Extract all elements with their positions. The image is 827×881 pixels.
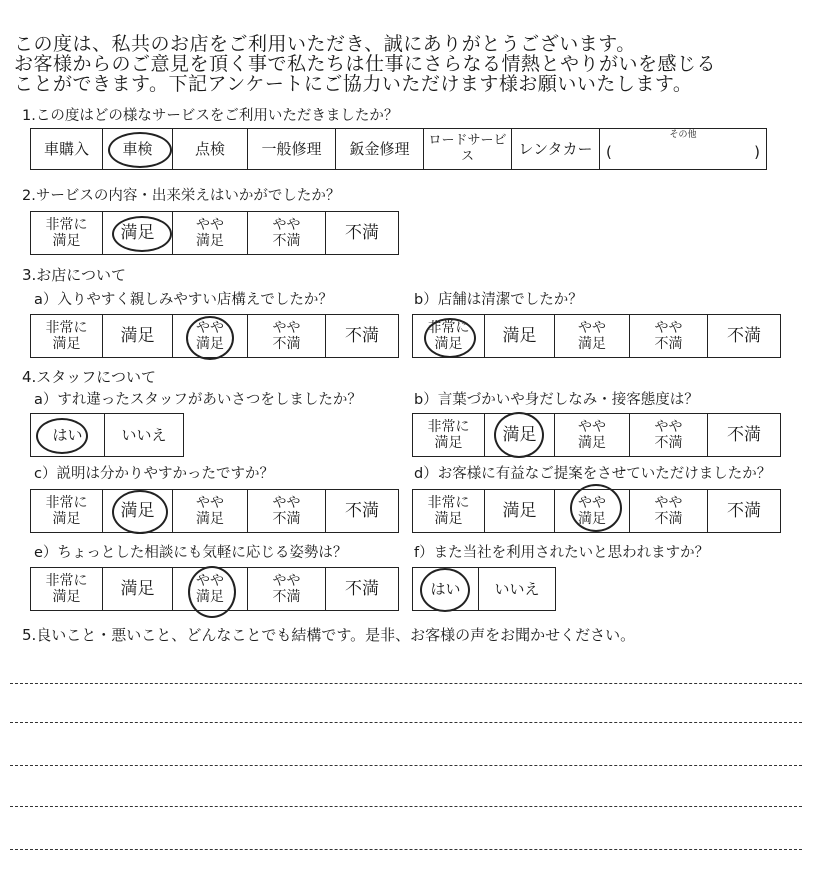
q3a-very-l2: 満足: [52, 336, 81, 352]
q4c-somewhat-satisfied[interactable]: [173, 490, 248, 532]
q1-label: 1.この度はどの様なサービスをご利用いただきましたか？: [22, 108, 399, 124]
q4c-label: c）説明は分かりやすかったですか？: [34, 466, 274, 482]
intro-line-2: お客様からのご意見を頂く事で私たちは仕事にさらなる情熱とやりがいを感じる: [14, 53, 717, 75]
q1-other-field[interactable]: [604, 144, 762, 160]
q2-some-l2: 満足: [196, 233, 224, 249]
q4b-somewhat-dissatisfied[interactable]: [630, 414, 708, 456]
q2-somewhat-satisfied[interactable]: [173, 212, 248, 254]
comment-line-1[interactable]: [10, 683, 802, 684]
q4f-no[interactable]: いいえ: [494, 580, 540, 598]
q4e-label: e）ちょっとした相談にも気軽に応じる姿勢は？: [34, 545, 348, 561]
q3a-dis-l1: やや: [272, 320, 301, 336]
q4e-somewhat-satisfied[interactable]: [173, 568, 248, 610]
q4-label: 4.スタッフについて: [22, 368, 157, 386]
q2-dis-l1: やや: [272, 217, 301, 233]
q3b-label: b）店舗は清潔でしたか？: [414, 292, 583, 308]
q2-some-l1: やや: [196, 217, 224, 233]
q4b-dissatisfied[interactable]: 不満: [727, 425, 761, 445]
q4d-very-l1: 非常に: [427, 495, 470, 511]
q3a-somewhat-satisfied[interactable]: [173, 315, 248, 357]
q3b-very-l2: 満足: [434, 336, 463, 352]
q4c-some-l1: やや: [196, 495, 224, 511]
q4d-somewhat-satisfied[interactable]: [555, 490, 630, 532]
q4c-very-l1: 非常に: [45, 495, 88, 511]
q3b-very-l1: 非常に: [427, 320, 470, 336]
q4c-rating-grid: [30, 489, 399, 533]
q4e-rating-grid: [30, 567, 399, 611]
q3a-some-l1: やや: [196, 320, 224, 336]
q4e-dis-l1: やや: [272, 573, 301, 589]
q3a-satisfied[interactable]: 満足: [103, 315, 173, 357]
q2-label: 2.サービスの内容・出来栄えはいかがでしたか？: [22, 188, 341, 204]
q4e-some-l1: やや: [196, 573, 224, 589]
q3b-some-l2: 満足: [578, 336, 606, 352]
q4b-very-l1: 非常に: [427, 419, 470, 435]
q4b-very-satisfied[interactable]: [413, 414, 485, 456]
q4d-rating-grid: [412, 489, 781, 533]
q3b-satisfied[interactable]: 満足: [485, 315, 555, 357]
q4c-dis-l1: やや: [272, 495, 301, 511]
q3b-somewhat-satisfied[interactable]: [555, 315, 630, 357]
q4f-label: f）また当社を利用されたいと思われますか？: [414, 545, 710, 561]
q2-dis-l2: 不満: [272, 233, 301, 249]
q1-other-open: (: [606, 143, 612, 161]
q3b-some-l1: やや: [578, 320, 606, 336]
q1-option-car-purchase[interactable]: 車購入: [31, 129, 103, 169]
q3a-dis-l2: 不満: [272, 336, 301, 352]
q1-option-inspection[interactable]: 点検: [173, 129, 248, 169]
q2-rating-grid: [30, 211, 399, 255]
q5-label: 5.良いこと・悪いこと、どんなことでも結構です。是非、お客様の声をお聞かせください。: [22, 626, 636, 644]
q1-option-bodywork[interactable]: 鈑金修理: [336, 129, 424, 169]
q3a-somewhat-dissatisfied[interactable]: [248, 315, 326, 357]
q4f-yesno-grid: [412, 567, 556, 611]
q2-dissatisfied[interactable]: 不満: [345, 223, 379, 243]
q4c-some-l2: 満足: [196, 511, 224, 527]
q4c-very-l2: 満足: [52, 511, 81, 527]
q4c-somewhat-dissatisfied[interactable]: [248, 490, 326, 532]
q1-other-label: その他: [669, 130, 697, 140]
q4f-yes[interactable]: はい: [413, 568, 479, 610]
q4c-very-satisfied[interactable]: [31, 490, 103, 532]
q4d-some-l1: やや: [578, 495, 606, 511]
q4b-some-l2: 満足: [578, 435, 606, 451]
q4b-label: b）言葉づかいや身だしなみ・接客態度は？: [414, 392, 699, 408]
q2-very-l2: 満足: [52, 233, 81, 249]
q3a-some-l2: 満足: [196, 336, 224, 352]
q4e-dissatisfied[interactable]: 不満: [345, 579, 379, 599]
q4b-satisfied[interactable]: 満足: [485, 414, 555, 456]
q2-satisfied[interactable]: 満足: [103, 212, 173, 254]
q1-option-rental-car[interactable]: レンタカー: [512, 129, 600, 169]
comment-line-3[interactable]: [10, 765, 802, 766]
q4e-somewhat-dissatisfied[interactable]: [248, 568, 326, 610]
q3b-dis-l1: やや: [654, 320, 683, 336]
q1-options: [30, 128, 767, 170]
q4a-yes[interactable]: はい: [31, 414, 105, 456]
q1-option-road-service[interactable]: ロードサービス: [424, 129, 512, 169]
q3a-label: a）入りやすく親しみやすい店構えでしたか？: [34, 292, 333, 308]
comment-line-4[interactable]: [10, 806, 802, 807]
q4d-very-l2: 満足: [434, 511, 463, 527]
q2-very-l1: 非常に: [45, 217, 88, 233]
q4c-dissatisfied[interactable]: 不満: [345, 501, 379, 521]
q4e-very-l2: 満足: [52, 589, 81, 605]
q4e-very-l1: 非常に: [45, 573, 88, 589]
q4a-no[interactable]: いいえ: [121, 426, 167, 444]
q4a-yesno-grid: [30, 413, 184, 457]
q3b-somewhat-dissatisfied[interactable]: [630, 315, 708, 357]
q4a-label: a）すれ違ったスタッフがあいさつをしましたか？: [34, 392, 362, 408]
q4e-dis-l2: 不満: [272, 589, 301, 605]
intro-text: [14, 34, 814, 94]
q4b-very-l2: 満足: [434, 435, 463, 451]
q3a-rating-grid: [30, 314, 399, 358]
q1-other-close: ): [754, 143, 760, 161]
q4d-dis-l2: 不満: [654, 511, 683, 527]
q1-option-shaken[interactable]: 車検: [103, 129, 173, 169]
q4b-some-l1: やや: [578, 419, 606, 435]
q4d-dissatisfied[interactable]: 不満: [727, 501, 761, 521]
q4b-rating-grid: [412, 413, 781, 457]
q3b-dis-l2: 不満: [654, 336, 683, 352]
q1-option-general-repair[interactable]: 一般修理: [248, 129, 336, 169]
q4d-label: d）お客様に有益なご提案をさせていただけましたか？: [414, 466, 772, 482]
q4d-somewhat-dissatisfied[interactable]: [630, 490, 708, 532]
q4d-very-satisfied[interactable]: [413, 490, 485, 532]
intro-line-1: この度は、私共のお店をご利用いただき、誠にありがとうございます。: [14, 33, 636, 55]
q4c-satisfied[interactable]: 満足: [103, 490, 173, 532]
q4e-very-satisfied[interactable]: [31, 568, 103, 610]
q4b-dis-l2: 不満: [654, 435, 683, 451]
q4b-somewhat-satisfied[interactable]: [555, 414, 630, 456]
q4d-some-l2: 満足: [578, 511, 606, 527]
q4b-dis-l1: やや: [654, 419, 683, 435]
comment-line-2[interactable]: [10, 722, 802, 723]
q2-somewhat-dissatisfied[interactable]: [248, 212, 326, 254]
q4e-satisfied[interactable]: 満足: [103, 568, 173, 610]
q1-option-other[interactable]: [600, 129, 766, 169]
q3b-very-satisfied[interactable]: [413, 315, 485, 357]
comment-line-5[interactable]: [10, 849, 802, 850]
q4c-dis-l2: 不満: [272, 511, 301, 527]
q3b-rating-grid: [412, 314, 781, 358]
q3a-very-satisfied[interactable]: [31, 315, 103, 357]
q3-label: 3.お店について: [22, 266, 127, 284]
q3a-very-l1: 非常に: [45, 320, 88, 336]
intro-line-3: ことができます。下記アンケートにご協力いただけます様お願いいたします。: [14, 73, 693, 95]
q4e-some-l2: 満足: [196, 589, 224, 605]
q4d-dis-l1: やや: [654, 495, 683, 511]
q3b-dissatisfied[interactable]: 不満: [727, 326, 761, 346]
q3a-dissatisfied[interactable]: 不満: [345, 326, 379, 346]
q4d-satisfied[interactable]: 満足: [485, 490, 555, 532]
q2-very-satisfied[interactable]: [31, 212, 103, 254]
